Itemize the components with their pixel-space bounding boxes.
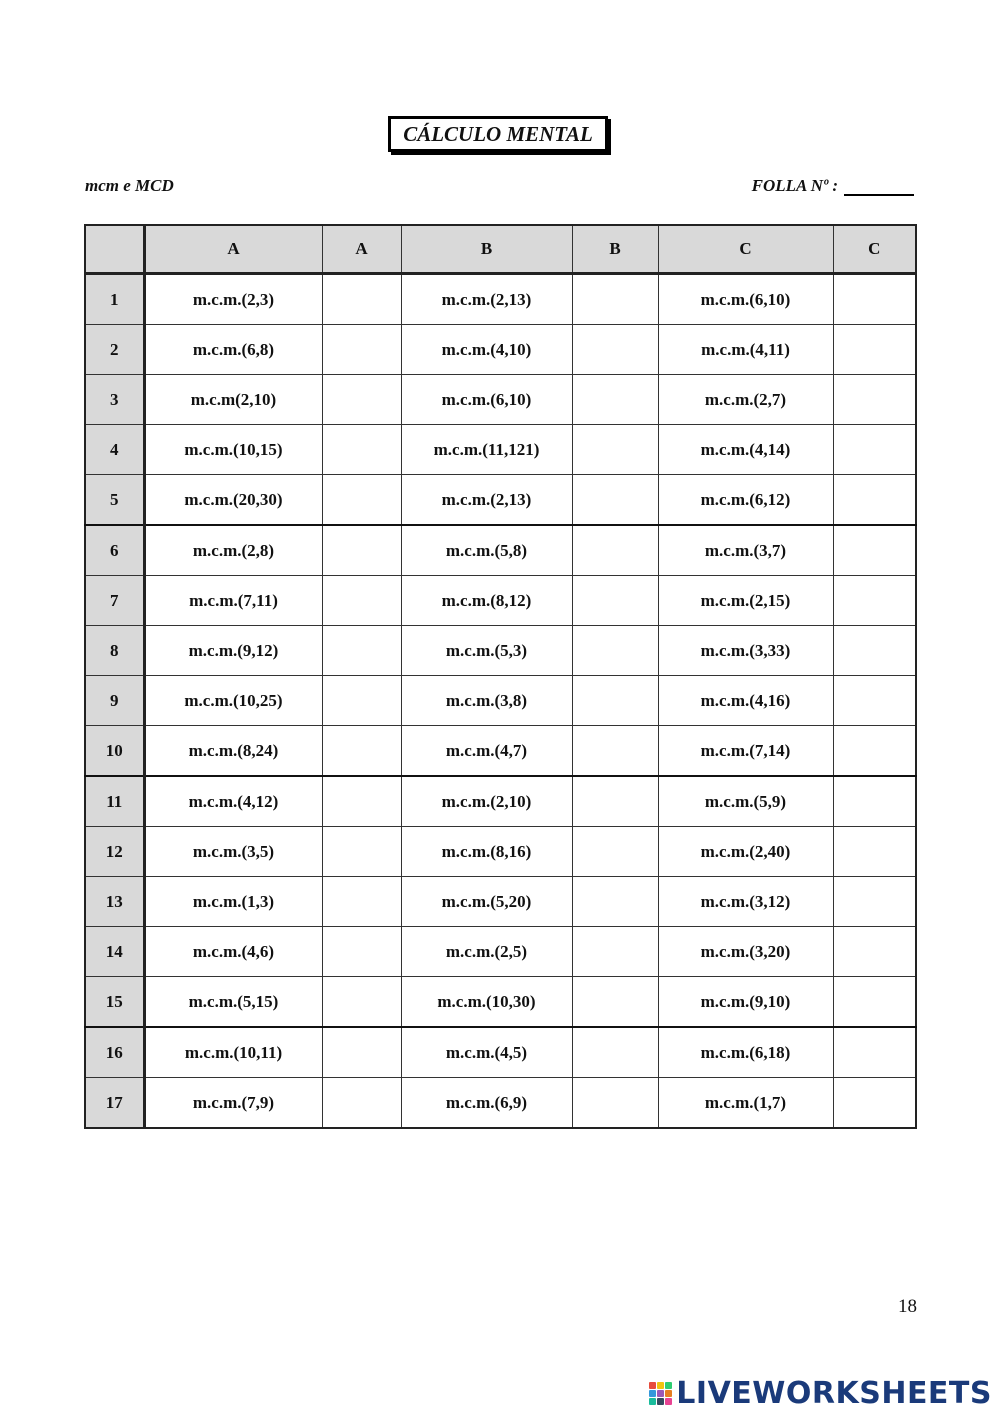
exercise-a: m.c.m.(6,8): [144, 325, 322, 375]
row-number: 9: [85, 676, 144, 726]
answer-b-cell[interactable]: [572, 827, 658, 877]
answer-c-cell[interactable]: [833, 525, 916, 576]
table-row: [85, 375, 916, 425]
page-number: 18: [898, 1296, 917, 1317]
exercise-c: m.c.m.(3,7): [658, 525, 833, 576]
row-number: 15: [85, 977, 144, 1028]
row-number: 8: [85, 626, 144, 676]
table-row: [85, 475, 916, 526]
answer-c-cell[interactable]: [833, 1078, 916, 1129]
exercise-c: m.c.m.(2,7): [658, 375, 833, 425]
logo-square: [649, 1398, 656, 1405]
exercise-c: m.c.m.(3,12): [658, 877, 833, 927]
exercise-b: m.c.m.(2,5): [401, 927, 572, 977]
exercise-a: m.c.m.(7,11): [144, 576, 322, 626]
row-number: 5: [85, 475, 144, 526]
table-header-row: [85, 225, 916, 274]
row-number: 3: [85, 375, 144, 425]
page-title: CÁLCULO MENTAL: [388, 116, 608, 152]
answer-b-cell[interactable]: [572, 525, 658, 576]
row-number: 14: [85, 927, 144, 977]
exercise-c: m.c.m.(6,10): [658, 274, 833, 325]
table-body: [85, 274, 916, 1129]
table-row: [85, 576, 916, 626]
exercise-b: m.c.m.(3,8): [401, 676, 572, 726]
logo-square: [665, 1390, 672, 1397]
answer-a-cell[interactable]: [322, 776, 401, 827]
exercise-b: m.c.m.(5,3): [401, 626, 572, 676]
exercise-b: m.c.m.(11,121): [401, 425, 572, 475]
exercise-c: m.c.m.(9,10): [658, 977, 833, 1028]
answer-b-cell[interactable]: [572, 375, 658, 425]
exercise-c: m.c.m.(4,14): [658, 425, 833, 475]
exercise-b: m.c.m.(8,16): [401, 827, 572, 877]
answer-a-cell[interactable]: [322, 726, 401, 777]
sheet-number-blank[interactable]: [844, 178, 914, 196]
answer-b-cell[interactable]: [572, 977, 658, 1028]
exercise-b: m.c.m.(4,5): [401, 1027, 572, 1078]
answer-c-cell[interactable]: [833, 676, 916, 726]
exercise-c: m.c.m.(2,40): [658, 827, 833, 877]
row-number: 13: [85, 877, 144, 927]
answer-c-cell[interactable]: [833, 325, 916, 375]
answer-b-cell[interactable]: [572, 1027, 658, 1078]
logo-square: [649, 1390, 656, 1397]
table-row: [85, 776, 916, 827]
row-number: 1: [85, 274, 144, 325]
exercise-b: m.c.m.(8,12): [401, 576, 572, 626]
answer-c-cell[interactable]: [833, 475, 916, 526]
row-number: 17: [85, 1078, 144, 1129]
answer-b-cell[interactable]: [572, 927, 658, 977]
table-row: [85, 927, 916, 977]
row-number: 16: [85, 1027, 144, 1078]
exercise-c: m.c.m.(3,33): [658, 626, 833, 676]
liveworksheets-logo: [649, 1376, 992, 1411]
exercise-a: m.c.m(2,10): [144, 375, 322, 425]
answer-b-cell[interactable]: [572, 475, 658, 526]
sheet-number-field: [752, 176, 914, 196]
exercise-b: m.c.m.(4,10): [401, 325, 572, 375]
header-col-a-answer: A: [322, 225, 401, 274]
header-col-c-answer: C: [833, 225, 916, 274]
answer-c-cell[interactable]: [833, 726, 916, 777]
answer-c-cell[interactable]: [833, 425, 916, 475]
exercise-a: m.c.m.(10,15): [144, 425, 322, 475]
table-row: [85, 325, 916, 375]
answer-a-cell[interactable]: [322, 927, 401, 977]
table-row: [85, 676, 916, 726]
table-row: [85, 1078, 916, 1129]
answer-a-cell[interactable]: [322, 325, 401, 375]
logo-grid-icon: [649, 1382, 672, 1405]
brand-name: LIVEWORKSHEETS: [676, 1376, 992, 1411]
exercise-b: m.c.m.(10,30): [401, 977, 572, 1028]
row-number: 4: [85, 425, 144, 475]
exercise-a: m.c.m.(2,3): [144, 274, 322, 325]
answer-b-cell[interactable]: [572, 776, 658, 827]
logo-square: [665, 1398, 672, 1405]
answer-a-cell[interactable]: [322, 375, 401, 425]
exercise-c: m.c.m.(6,18): [658, 1027, 833, 1078]
logo-square: [657, 1398, 664, 1405]
header-col-b-answer: B: [572, 225, 658, 274]
row-number: 10: [85, 726, 144, 777]
exercise-a: m.c.m.(2,8): [144, 525, 322, 576]
table-row: [85, 827, 916, 877]
answer-a-cell[interactable]: [322, 676, 401, 726]
answer-c-cell[interactable]: [833, 1027, 916, 1078]
exercise-a: m.c.m.(7,9): [144, 1078, 322, 1129]
answer-c-cell[interactable]: [833, 776, 916, 827]
exercise-c: m.c.m.(2,15): [658, 576, 833, 626]
answer-a-cell[interactable]: [322, 1027, 401, 1078]
exercise-b: m.c.m.(5,8): [401, 525, 572, 576]
answer-b-cell[interactable]: [572, 325, 658, 375]
answer-c-cell[interactable]: [833, 927, 916, 977]
header-col-c: C: [658, 225, 833, 274]
answer-b-cell[interactable]: [572, 274, 658, 325]
answer-a-cell[interactable]: [322, 1078, 401, 1129]
answer-c-cell[interactable]: [833, 827, 916, 877]
header-corner: [85, 225, 144, 274]
answer-c-cell[interactable]: [833, 576, 916, 626]
answer-b-cell[interactable]: [572, 877, 658, 927]
answer-a-cell[interactable]: [322, 827, 401, 877]
table-row: [85, 274, 916, 325]
row-number: 2: [85, 325, 144, 375]
exercise-a: m.c.m.(20,30): [144, 475, 322, 526]
logo-square: [665, 1382, 672, 1389]
exercise-b: m.c.m.(2,13): [401, 475, 572, 526]
exercise-c: m.c.m.(4,16): [658, 676, 833, 726]
exercise-b: m.c.m.(6,9): [401, 1078, 572, 1129]
answer-b-cell[interactable]: [572, 676, 658, 726]
table-row: [85, 1027, 916, 1078]
exercise-a: m.c.m.(1,3): [144, 877, 322, 927]
table-row: [85, 977, 916, 1028]
row-number: 11: [85, 776, 144, 827]
answer-b-cell[interactable]: [572, 1078, 658, 1129]
exercise-a: m.c.m.(4,6): [144, 927, 322, 977]
answer-a-cell[interactable]: [322, 525, 401, 576]
logo-square: [657, 1382, 664, 1389]
table-row: [85, 626, 916, 676]
answer-a-cell[interactable]: [322, 576, 401, 626]
logo-square: [657, 1390, 664, 1397]
exercise-a: m.c.m.(9,12): [144, 626, 322, 676]
answer-b-cell[interactable]: [572, 626, 658, 676]
table-row: [85, 525, 916, 576]
exercise-a: m.c.m.(10,11): [144, 1027, 322, 1078]
sheet-number-label: FOLLA Nº :: [751, 176, 838, 195]
exercise-a: m.c.m.(3,5): [144, 827, 322, 877]
exercise-b: m.c.m.(5,20): [401, 877, 572, 927]
exercise-table: [84, 224, 917, 1129]
exercise-a: m.c.m.(10,25): [144, 676, 322, 726]
answer-a-cell[interactable]: [322, 977, 401, 1028]
row-number: 7: [85, 576, 144, 626]
worksheet-subtitle: mcm e MCD: [85, 176, 174, 195]
answer-b-cell[interactable]: [572, 726, 658, 777]
answer-b-cell[interactable]: [572, 576, 658, 626]
table-row: [85, 726, 916, 777]
table-row: [85, 425, 916, 475]
row-number: 12: [85, 827, 144, 877]
answer-c-cell[interactable]: [833, 977, 916, 1028]
answer-c-cell[interactable]: [833, 626, 916, 676]
answer-c-cell[interactable]: [833, 274, 916, 325]
exercise-b: m.c.m.(6,10): [401, 375, 572, 425]
exercise-c: m.c.m.(6,12): [658, 475, 833, 526]
answer-a-cell[interactable]: [322, 877, 401, 927]
answer-a-cell[interactable]: [322, 626, 401, 676]
answer-c-cell[interactable]: [833, 375, 916, 425]
exercise-c: m.c.m.(4,11): [658, 325, 833, 375]
exercise-a: m.c.m.(8,24): [144, 726, 322, 777]
header-col-b: B: [401, 225, 572, 274]
exercise-c: m.c.m.(3,20): [658, 927, 833, 977]
logo-square: [649, 1382, 656, 1389]
answer-a-cell[interactable]: [322, 274, 401, 325]
answer-c-cell[interactable]: [833, 877, 916, 927]
exercise-a: m.c.m.(5,15): [144, 977, 322, 1028]
exercise-c: m.c.m.(7,14): [658, 726, 833, 777]
row-number: 6: [85, 525, 144, 576]
exercise-b: m.c.m.(2,10): [401, 776, 572, 827]
table-row: [85, 877, 916, 927]
header-col-a: A: [144, 225, 322, 274]
answer-a-cell[interactable]: [322, 425, 401, 475]
exercise-c: m.c.m.(5,9): [658, 776, 833, 827]
exercise-b: m.c.m.(2,13): [401, 274, 572, 325]
answer-a-cell[interactable]: [322, 475, 401, 526]
exercise-c: m.c.m.(1,7): [658, 1078, 833, 1129]
answer-b-cell[interactable]: [572, 425, 658, 475]
exercise-b: m.c.m.(4,7): [401, 726, 572, 777]
exercise-a: m.c.m.(4,12): [144, 776, 322, 827]
